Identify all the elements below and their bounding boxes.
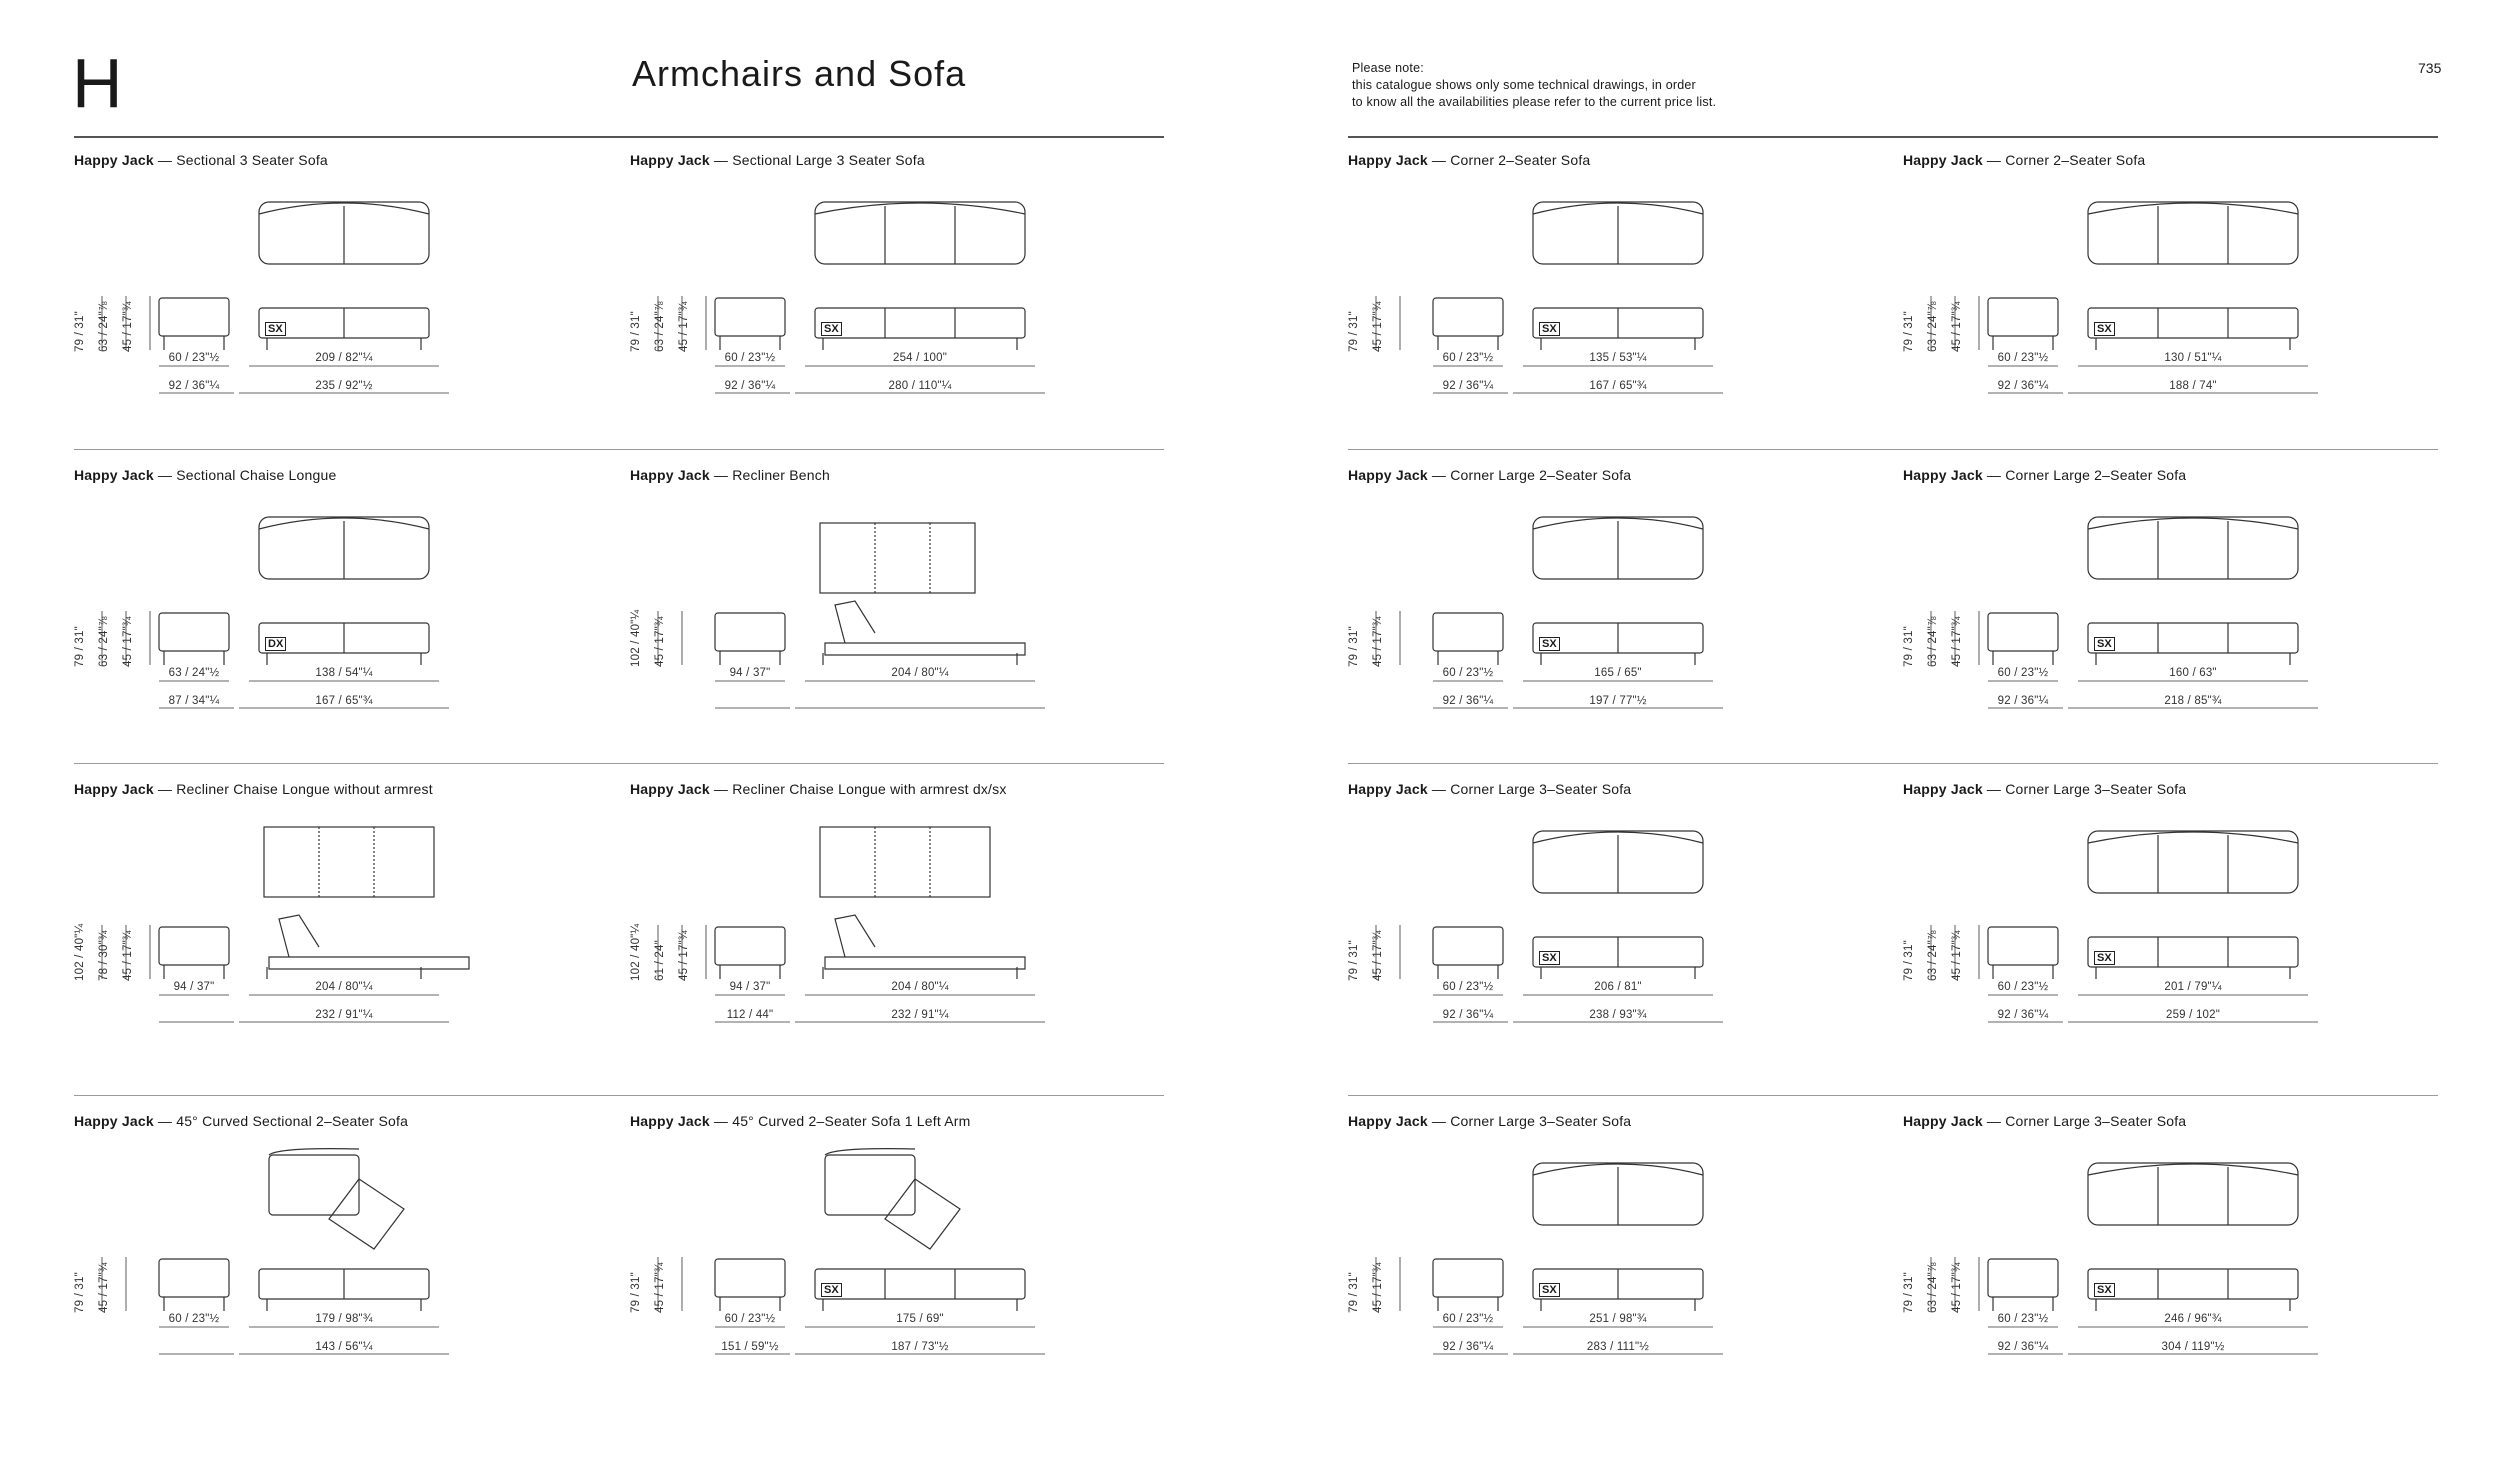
product-brand: Happy Jack — [630, 467, 710, 483]
dimension-label: 179 / 98"¾ — [315, 1313, 373, 1325]
side-badge: SX — [265, 322, 286, 336]
height-label: 45 / 17"¾ — [122, 301, 134, 352]
dimension-label: 218 / 85"¾ — [2164, 695, 2222, 707]
product-name: — Corner Large 2–Seater Sofa — [1427, 467, 1632, 483]
height-label: 102 / 40"¼ — [74, 923, 86, 981]
product-cell — [1903, 781, 2433, 1091]
plan-bench — [264, 827, 434, 897]
product-title — [630, 781, 1007, 797]
product-brand: Happy Jack — [630, 152, 710, 168]
dimension-label: 92 / 36"¼ — [168, 380, 220, 392]
height-label: 45 / 17"¾ — [654, 1262, 666, 1313]
dimension-label: 175 / 69" — [896, 1313, 944, 1325]
height-label: 79 / 31" — [1903, 1272, 1915, 1313]
product-name: — Recliner Chaise Longue with armrest dx/sx — [709, 781, 1007, 797]
product-name: — Recliner Chaise Longue without armrest — [153, 781, 433, 797]
dimension-label: 60 / 23"½ — [168, 1313, 220, 1325]
product-name: — 45° Curved Sectional 2–Seater Sofa — [153, 1113, 409, 1129]
dimension-label: 92 / 36"¼ — [1442, 1341, 1494, 1353]
dimension-label: 92 / 36"¼ — [1997, 1009, 2049, 1021]
product-title — [630, 467, 830, 483]
header-rule-right — [1348, 136, 2438, 138]
height-label: 45 / 17"¾ — [1951, 930, 1963, 981]
dimension-label: 160 / 63" — [2169, 667, 2217, 679]
dimension-label: 235 / 92"½ — [315, 380, 373, 392]
height-label: 63 / 24"⅞ — [1927, 1262, 1939, 1313]
technical-drawing — [1903, 178, 2433, 418]
height-label: 45 / 17"¾ — [654, 616, 666, 667]
height-label: 45 / 17"¾ — [1372, 616, 1384, 667]
front-elevation — [815, 1269, 1025, 1299]
height-label: 45 / 17"¾ — [122, 930, 134, 981]
dimension-label: 283 / 111"½ — [1586, 1341, 1650, 1353]
side-profile — [1433, 298, 1503, 336]
side-badge: SX — [1539, 637, 1560, 651]
height-label: 102 / 40"¼ — [630, 609, 642, 667]
product-name: — Corner Large 3–Seater Sofa — [1982, 781, 2187, 797]
plan-bench — [820, 523, 975, 593]
side-profile — [159, 1259, 229, 1297]
side-profile — [159, 927, 229, 965]
product-brand: Happy Jack — [1348, 152, 1428, 168]
product-cell — [74, 467, 604, 777]
dimension-label: 60 / 23"½ — [1997, 352, 2049, 364]
front-elevation — [269, 957, 469, 969]
plan-bench — [820, 827, 990, 897]
side-badge: SX — [2094, 637, 2115, 651]
product-cell — [74, 152, 604, 462]
dimension-label: 165 / 65" — [1594, 667, 1642, 679]
front-elevation — [2088, 937, 2298, 967]
front-elevation — [2088, 1269, 2298, 1299]
dimension-label: 94 / 37" — [173, 981, 215, 993]
dimension-label: 232 / 91"¼ — [891, 1009, 949, 1021]
product-brand: Happy Jack — [630, 1113, 710, 1129]
product-title — [1348, 781, 1631, 797]
dimension-label: 60 / 23"½ — [1997, 981, 2049, 993]
backrest-recline — [835, 601, 875, 643]
product-cell — [1348, 467, 1878, 777]
product-name: — Corner Large 2–Seater Sofa — [1982, 467, 2187, 483]
product-brand: Happy Jack — [74, 152, 154, 168]
product-cell — [74, 781, 604, 1091]
dimension-label: 92 / 36"¼ — [1442, 1009, 1494, 1021]
product-title — [1903, 1113, 2186, 1129]
product-name: — Corner Large 3–Seater Sofa — [1982, 1113, 2187, 1129]
dimension-label: 60 / 23"½ — [1997, 667, 2049, 679]
product-name: — Recliner Bench — [709, 467, 830, 483]
side-profile — [1988, 298, 2058, 336]
product-title — [74, 467, 336, 483]
front-elevation — [825, 643, 1025, 655]
height-label: 79 / 31" — [74, 626, 86, 667]
dimension-label: 209 / 82"¼ — [315, 352, 373, 364]
height-label: 79 / 31" — [1348, 940, 1360, 981]
product-brand: Happy Jack — [1903, 467, 1983, 483]
dimension-label: 254 / 100" — [892, 352, 948, 364]
side-badge: SX — [821, 1283, 842, 1297]
product-title — [1903, 781, 2186, 797]
side-profile — [159, 613, 229, 651]
plan-seat-angled — [329, 1179, 404, 1249]
side-badge: SX — [1539, 951, 1560, 965]
dimension-label: 63 / 24"½ — [168, 667, 220, 679]
front-elevation — [815, 308, 1025, 338]
height-label: 102 / 40"¼ — [630, 923, 642, 981]
dimension-label: 92 / 36"¼ — [724, 380, 776, 392]
side-badge: DX — [265, 637, 286, 651]
dimension-label: 60 / 23"½ — [724, 1313, 776, 1325]
product-cell — [1903, 152, 2433, 462]
dimension-label: 259 / 102" — [2165, 1009, 2221, 1021]
product-name: — Corner Large 3–Seater Sofa — [1427, 1113, 1632, 1129]
product-brand: Happy Jack — [74, 1113, 154, 1129]
product-title — [1903, 152, 2145, 168]
plan-seat-angled — [885, 1179, 960, 1249]
height-label: 79 / 31" — [630, 311, 642, 352]
technical-drawing — [630, 493, 1160, 733]
height-label: 45 / 17"¾ — [122, 616, 134, 667]
section-letter: H — [72, 44, 123, 122]
product-name: — Corner 2–Seater Sofa — [1982, 152, 2146, 168]
product-title — [1348, 1113, 1631, 1129]
dimension-label: 238 / 93"¾ — [1589, 1009, 1647, 1021]
dimension-label: 204 / 80"¼ — [891, 981, 949, 993]
height-label: 79 / 31" — [1348, 626, 1360, 667]
product-name: — Sectional Chaise Longue — [153, 467, 337, 483]
height-label: 79 / 31" — [74, 311, 86, 352]
product-name: — Corner Large 3–Seater Sofa — [1427, 781, 1632, 797]
side-profile — [715, 613, 785, 651]
header-rule-left — [74, 136, 1164, 138]
side-profile — [1433, 613, 1503, 651]
height-label: 63 / 24"⅞ — [98, 616, 110, 667]
dimension-label: 304 / 119"½ — [2161, 1341, 2225, 1353]
front-elevation — [2088, 623, 2298, 653]
backrest-recline — [835, 915, 875, 957]
dimension-label: 280 / 110"¼ — [888, 380, 952, 392]
dimension-label: 60 / 23"½ — [724, 352, 776, 364]
product-title — [1903, 467, 2186, 483]
product-cell — [1903, 1113, 2433, 1423]
height-label: 45 / 17"¾ — [1372, 301, 1384, 352]
dimension-label: 187 / 73"½ — [891, 1341, 949, 1353]
product-cell — [1903, 467, 2433, 777]
height-label: 79 / 31" — [74, 1272, 86, 1313]
plan-outline — [2088, 1163, 2298, 1225]
height-label: 79 / 31" — [1348, 311, 1360, 352]
dimension-label: 188 / 74" — [2169, 380, 2217, 392]
product-brand: Happy Jack — [1348, 781, 1428, 797]
product-cell — [630, 152, 1160, 462]
side-profile — [715, 927, 785, 965]
product-cell — [1348, 781, 1878, 1091]
plan-seat — [825, 1155, 915, 1215]
product-title — [1348, 467, 1631, 483]
product-title — [1348, 152, 1590, 168]
height-label: 45 / 17"¾ — [1951, 1262, 1963, 1313]
side-badge: SX — [2094, 322, 2115, 336]
height-label: 45 / 17"¾ — [1951, 301, 1963, 352]
dimension-label: 60 / 23"½ — [1442, 981, 1494, 993]
backrest-recline — [279, 915, 319, 957]
plan-outline — [2088, 517, 2298, 579]
dimension-label: 246 / 96"¾ — [2164, 1313, 2222, 1325]
row-divider — [74, 1095, 1164, 1096]
dimension-label: 112 / 44" — [726, 1009, 774, 1021]
side-profile — [715, 1259, 785, 1297]
dimension-label: 130 / 51"¼ — [2164, 352, 2222, 364]
product-title — [630, 1113, 971, 1129]
product-title — [74, 781, 433, 797]
product-cell — [630, 781, 1160, 1091]
product-cell — [630, 1113, 1160, 1423]
side-profile — [1433, 1259, 1503, 1297]
page-number: 735 — [2418, 60, 2442, 76]
dimension-label: 92 / 36"¼ — [1997, 1341, 2049, 1353]
side-badge: SX — [2094, 951, 2115, 965]
product-brand: Happy Jack — [1903, 1113, 1983, 1129]
product-brand: Happy Jack — [1903, 152, 1983, 168]
dimension-label: 204 / 80"¼ — [891, 667, 949, 679]
product-title — [74, 152, 328, 168]
height-label: 79 / 31" — [1903, 626, 1915, 667]
product-name: — 45° Curved 2–Seater Sofa 1 Left Arm — [709, 1113, 971, 1129]
product-brand: Happy Jack — [1348, 1113, 1428, 1129]
height-label: 63 / 24"⅞ — [1927, 616, 1939, 667]
height-label: 45 / 17"¾ — [1951, 616, 1963, 667]
plan-seat — [269, 1155, 359, 1215]
height-label: 63 / 24"⅞ — [654, 301, 666, 352]
height-label: 61 / 24" — [654, 940, 666, 981]
row-divider — [1348, 1095, 2438, 1096]
height-label: 78 / 30"¾ — [98, 930, 110, 981]
product-cell — [74, 1113, 604, 1423]
dimension-label: 201 / 79"¼ — [2164, 981, 2222, 993]
dimension-label: 197 / 77"½ — [1589, 695, 1647, 707]
front-elevation — [2088, 308, 2298, 338]
dimension-label: 92 / 36"¼ — [1997, 380, 2049, 392]
plan-back — [2088, 1164, 2298, 1175]
height-label: 45 / 17"¾ — [1372, 1262, 1384, 1313]
dimension-label: 232 / 91"¼ — [315, 1009, 373, 1021]
side-profile — [1988, 1259, 2058, 1297]
plan-outline — [2088, 202, 2298, 264]
height-label: 45 / 17"¾ — [678, 930, 690, 981]
dimension-label: 60 / 23"½ — [1442, 1313, 1494, 1325]
plan-outline — [815, 202, 1025, 264]
side-profile — [159, 298, 229, 336]
catalogue-note: Please note: this catalogue shows only some technical drawings, in order to know all the availabilities please refer to the current price list. — [1352, 61, 1717, 109]
dimension-label: 151 / 59"½ — [721, 1341, 779, 1353]
side-badge: SX — [1539, 322, 1560, 336]
dimension-label: 138 / 54"¼ — [315, 667, 373, 679]
product-title — [630, 152, 925, 168]
dimension-label: 204 / 80"¼ — [315, 981, 373, 993]
product-brand: Happy Jack — [1903, 781, 1983, 797]
height-label: 45 / 17"¾ — [1372, 930, 1384, 981]
dimension-label: 94 / 37" — [729, 981, 771, 993]
side-badge: SX — [1539, 1283, 1560, 1297]
plan-back — [269, 1149, 359, 1155]
product-brand: Happy Jack — [74, 781, 154, 797]
height-label: 45 / 17"¾ — [678, 301, 690, 352]
dimension-label: 92 / 36"¼ — [1442, 695, 1494, 707]
height-label: 63 / 24"⅞ — [1927, 301, 1939, 352]
product-brand: Happy Jack — [1348, 467, 1428, 483]
dimension-label: 167 / 65"¾ — [1589, 380, 1647, 392]
height-label: 63 / 24"⅞ — [98, 301, 110, 352]
height-label: 45 / 17"¾ — [98, 1262, 110, 1313]
side-badge: SX — [2094, 1283, 2115, 1297]
dimension-label: 167 / 65"¾ — [315, 695, 373, 707]
plan-back — [815, 203, 1025, 214]
side-profile — [1988, 613, 2058, 651]
plan-back — [2088, 203, 2298, 214]
dimension-label: 87 / 34"¼ — [168, 695, 220, 707]
dimension-label: 206 / 81" — [1594, 981, 1642, 993]
height-label: 63 / 24"⅞ — [1927, 930, 1939, 981]
dimension-label: 251 / 98"¾ — [1589, 1313, 1647, 1325]
height-label: 79 / 31" — [1903, 311, 1915, 352]
product-name: — Sectional 3 Seater Sofa — [153, 152, 328, 168]
dimension-label: 92 / 36"¼ — [1442, 380, 1494, 392]
dimension-label: 60 / 23"½ — [1997, 1313, 2049, 1325]
height-label: 79 / 31" — [1348, 1272, 1360, 1313]
dimension-label: 94 / 37" — [729, 667, 771, 679]
plan-back — [2088, 832, 2298, 843]
dimension-label: 60 / 23"½ — [168, 352, 220, 364]
dimension-label: 60 / 23"½ — [1442, 667, 1494, 679]
plan-back — [825, 1149, 915, 1155]
side-badge: SX — [821, 322, 842, 336]
plan-back — [2088, 518, 2298, 529]
height-label: 79 / 31" — [1903, 940, 1915, 981]
plan-outline — [2088, 831, 2298, 893]
product-title — [74, 1113, 408, 1129]
product-cell — [630, 467, 1160, 777]
product-brand: Happy Jack — [630, 781, 710, 797]
product-cell — [1348, 152, 1878, 462]
product-name: — Sectional Large 3 Seater Sofa — [709, 152, 925, 168]
side-profile — [1988, 927, 2058, 965]
product-name: — Corner 2–Seater Sofa — [1427, 152, 1591, 168]
front-elevation — [825, 957, 1025, 969]
product-brand: Happy Jack — [74, 467, 154, 483]
dimension-label: 135 / 53"¼ — [1589, 352, 1647, 364]
dimension-label: 143 / 56"¼ — [315, 1341, 373, 1353]
side-profile — [1433, 927, 1503, 965]
page-title: Armchairs and Sofa — [632, 53, 967, 94]
height-label: 79 / 31" — [630, 1272, 642, 1313]
dimension-label: 60 / 23"½ — [1442, 352, 1494, 364]
dimension-label: 92 / 36"¼ — [1997, 695, 2049, 707]
side-profile — [715, 298, 785, 336]
product-cell — [1348, 1113, 1878, 1423]
